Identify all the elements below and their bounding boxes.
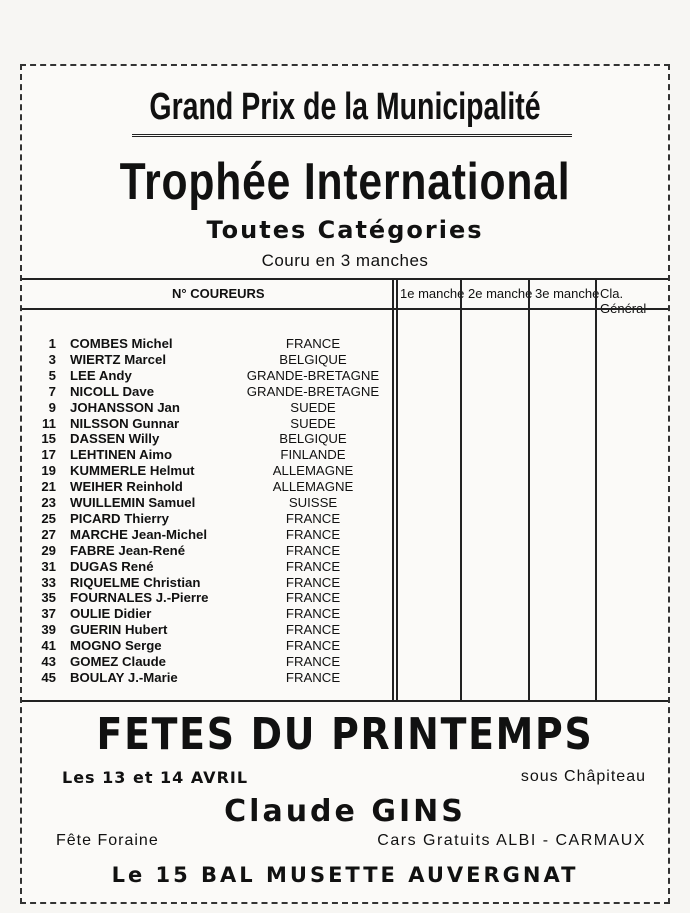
rider-country: FRANCE [285, 336, 341, 351]
rider-country: FRANCE [285, 510, 341, 526]
col-header-manche1: 1e manche [400, 286, 465, 301]
rider-name: FOURNALES J.-Pierre [70, 590, 209, 606]
rider-name: MOGNO Serge [70, 638, 162, 654]
column-divider [595, 280, 597, 700]
rider-number: 29 [41, 542, 56, 558]
column-divider [396, 280, 398, 700]
rider-number: 31 [41, 558, 56, 574]
col-header-general: Cla. Général [600, 286, 647, 316]
rider-country: FRANCE [285, 622, 341, 638]
rider-number: 25 [41, 510, 56, 526]
rider-country: ALLEMAGNE [272, 463, 354, 479]
table-row [22, 590, 392, 606]
table-row [22, 527, 392, 543]
rider-name: NICOLL Dave [70, 383, 155, 399]
event-transport: Cars Gratuits ALBI - CARMAUX [377, 832, 646, 849]
rider-number: 11 [42, 415, 56, 431]
rider-number: 23 [41, 495, 56, 510]
rider-number: 37 [41, 606, 56, 622]
rider-country: GRANDE-BRETAGNE [246, 383, 380, 399]
rider-country: GRANDE-BRETAGNE [246, 367, 380, 383]
rider-name: MARCHE Jean-Michel [70, 526, 208, 542]
table-row [22, 559, 392, 575]
rider-country: ALLEMAGNE [272, 479, 354, 495]
rider-name: DASSEN Willy [70, 431, 160, 447]
column-divider [460, 280, 462, 700]
event-dance: Le 15 BAL MUSETTE AUVERGNAT [111, 863, 579, 887]
rider-number: 9 [48, 399, 56, 415]
rider-country: FRANCE [285, 638, 341, 654]
event-venue: sous Châpiteau [520, 768, 646, 785]
page-title: Grand Prix de la Municipalité [149, 86, 541, 128]
rider-name: WUILLEMIN Samuel [70, 495, 196, 510]
rider-number: 7 [48, 383, 56, 399]
event-headline: FETES DU PRINTEMPS [96, 709, 594, 760]
rider-country: BELGIQUE [279, 351, 347, 367]
table-row [22, 352, 392, 368]
rider-name: WEIHER Reinhold [70, 479, 183, 495]
table-row [22, 543, 392, 559]
rider-name: FABRE Jean-René [70, 542, 186, 558]
col-header-riders: N° COUREURS [172, 286, 265, 301]
table-row [22, 384, 392, 400]
header-rule [22, 308, 668, 310]
rider-name: PICARD Thierry [70, 510, 169, 526]
table-row [22, 638, 392, 654]
column-divider [528, 280, 530, 700]
table-row [22, 431, 392, 447]
trophy-title: Trophée International [119, 153, 571, 211]
rider-number: 17 [41, 447, 56, 463]
rider-number: 33 [41, 574, 56, 590]
rider-number: 21 [41, 479, 56, 495]
rider-number: 43 [41, 654, 56, 669]
table-row [22, 670, 392, 686]
event-fair: Fête Foraine [56, 832, 159, 849]
rider-name: LEHTINEN Aimo [70, 447, 173, 463]
rider-country: SUEDE [290, 415, 336, 431]
rider-name: RIQUELME Christian [70, 574, 201, 590]
rider-country: SUEDE [290, 399, 336, 415]
rider-name: DUGAS René [70, 558, 154, 574]
rider-country: FINLANDE [280, 447, 346, 463]
table-row [22, 606, 392, 622]
rider-country: FRANCE [285, 558, 341, 574]
format-subtitle: Couru en 3 manches [261, 251, 429, 270]
results-table [22, 278, 668, 702]
event-artist: Claude GINS [224, 794, 466, 829]
rider-name: WIERTZ Marcel [70, 351, 166, 367]
col-header-manche2: 2e manche [468, 286, 533, 301]
rider-name: NILSSON Gunnar [70, 415, 180, 431]
table-row [22, 479, 392, 495]
rider-country: BELGIQUE [279, 431, 347, 447]
table-row [22, 511, 392, 527]
table-row [22, 495, 392, 511]
table-row [22, 622, 392, 638]
rider-name: LEE Andy [70, 367, 132, 383]
rider-name: KUMMERLE Helmut [70, 463, 195, 479]
rider-number: 5 [48, 367, 56, 383]
table-row [22, 447, 392, 463]
rider-name: GUERIN Hubert [70, 622, 168, 638]
rider-name: COMBES Michel [70, 336, 173, 351]
rider-name: OULIE Didier [70, 606, 152, 622]
category-title: Toutes Catégories [206, 216, 484, 244]
table-row [22, 400, 392, 416]
rider-number: 15 [41, 431, 56, 447]
rider-number: 35 [41, 590, 56, 606]
table-row [22, 463, 392, 479]
rider-country: FRANCE [285, 590, 341, 606]
rider-number: 1 [48, 336, 56, 351]
table-row [22, 575, 392, 591]
rider-country: FRANCE [285, 669, 341, 685]
rider-name: BOULAY J.-Marie [70, 669, 178, 685]
rider-number: 41 [41, 638, 56, 654]
rider-name: JOHANSSON Jan [70, 399, 180, 415]
column-divider [392, 280, 394, 700]
program-page [20, 64, 670, 904]
table-row [22, 336, 392, 352]
rider-name: GOMEZ Claude [70, 654, 166, 669]
rider-country: SUISSE [288, 495, 338, 510]
rider-number: 19 [41, 463, 56, 479]
rider-number: 3 [48, 351, 56, 367]
event-dates: Les 13 et 14 AVRIL [62, 768, 249, 787]
col-header-manche3: 3e manche [535, 286, 600, 301]
rider-number: 39 [41, 622, 56, 638]
rider-country: FRANCE [285, 526, 341, 542]
rider-number: 45 [41, 669, 56, 685]
rider-country: FRANCE [285, 574, 341, 590]
table-row [22, 368, 392, 384]
rider-country: FRANCE [285, 654, 341, 669]
table-row [22, 654, 392, 670]
title-divider [132, 134, 572, 137]
table-row [22, 416, 392, 432]
rider-number: 27 [41, 526, 56, 542]
rider-country: FRANCE [285, 542, 341, 558]
rider-country: FRANCE [285, 606, 341, 622]
